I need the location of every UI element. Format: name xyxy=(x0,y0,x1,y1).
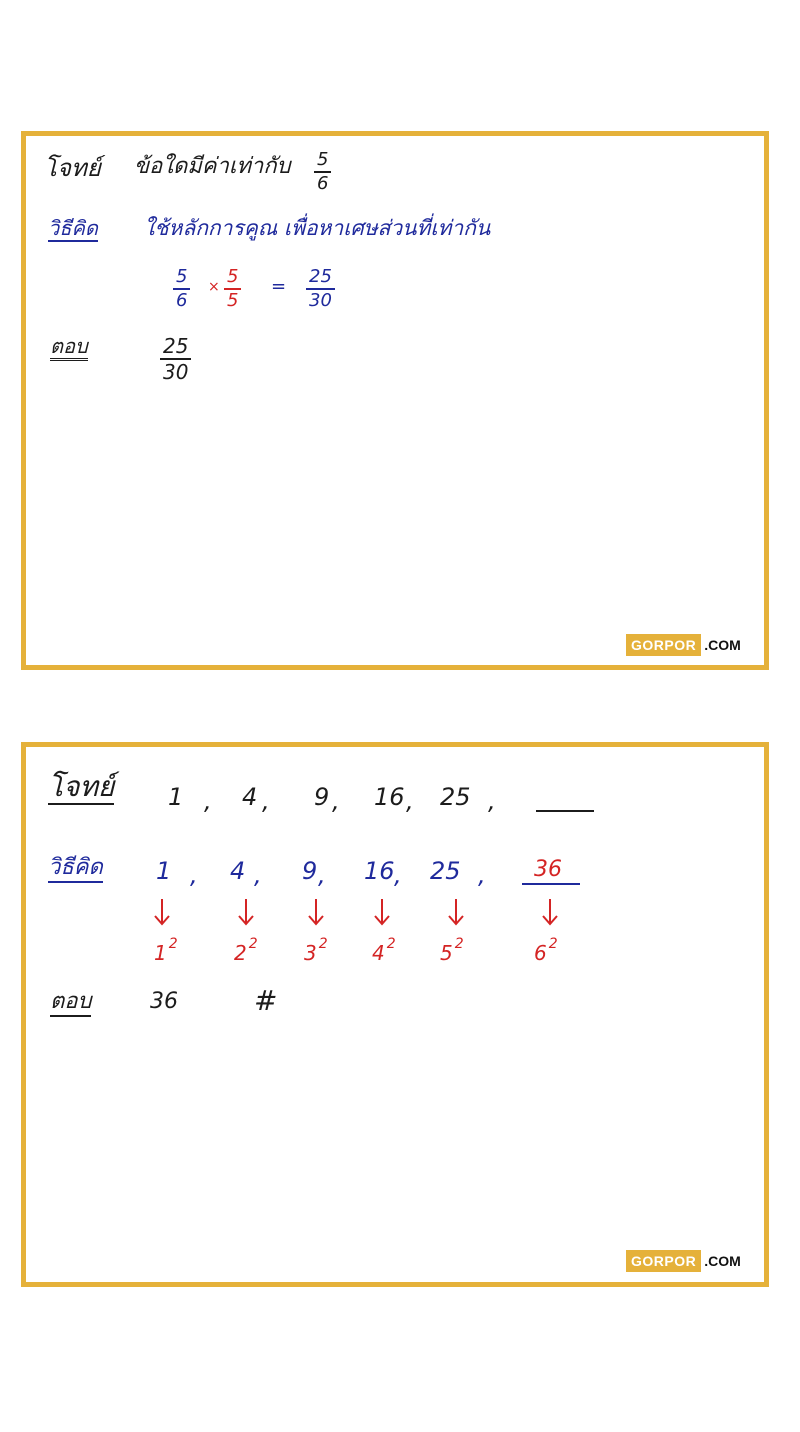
method-label: วิธีคิด xyxy=(48,857,103,883)
power-5: 5 $^2$ xyxy=(440,936,464,965)
equals-sign: = xyxy=(271,276,287,297)
sequence-term-3: 9 xyxy=(314,783,330,811)
method-term-2: 4 xyxy=(230,857,246,885)
down-arrow-icon xyxy=(446,897,466,927)
answer-label: ตอบ xyxy=(50,336,88,361)
method-comma: , xyxy=(190,861,198,889)
method-term-4: 16 xyxy=(364,857,395,885)
problem-label: โจทย์ xyxy=(48,770,115,803)
down-arrow-icon xyxy=(152,897,172,927)
equation-fraction-3: $\frac{25}{30}$ xyxy=(306,268,335,310)
sequence-term-4: 16 xyxy=(374,783,405,811)
problem-fraction: $\frac{5}{6}$ xyxy=(314,151,331,193)
answer-label: ตอบ xyxy=(50,991,91,1017)
equation-fraction-1: $\frac{5}{6}$ xyxy=(173,268,190,310)
down-arrow-icon xyxy=(540,897,560,927)
method-term-5: 25 xyxy=(430,857,461,885)
gorpor-logo: GORPOR .COM xyxy=(626,1250,744,1272)
whiteboard-card-1 xyxy=(21,131,769,670)
method-text: ใช้หลักการคูณ เพื่อหาเศษส่วนที่เท่ากัน xyxy=(144,216,491,240)
sequence-comma: , xyxy=(262,787,270,815)
power-3: 3 $^2$ xyxy=(304,936,328,965)
equation-fraction-2: $\frac{5}{5}$ xyxy=(224,268,241,310)
power-2: 2 $^2$ xyxy=(234,936,258,965)
gorpor-logo: GORPOR .COM xyxy=(626,634,744,656)
problem-text: ข้อใดมีค่าเท่ากับ xyxy=(134,154,291,179)
power-1: 1 $^2$ xyxy=(154,936,178,965)
whiteboard-card-2 xyxy=(21,742,769,1287)
down-arrow-icon xyxy=(236,897,256,927)
sequence-comma: , xyxy=(406,787,414,815)
end-mark: # xyxy=(254,984,278,1017)
sequence-term-5: 25 xyxy=(440,783,471,811)
down-arrow-icon xyxy=(306,897,326,927)
method-next-underline xyxy=(522,883,580,885)
answer-fraction: $\frac{25}{30}$ xyxy=(160,336,191,382)
method-comma: , xyxy=(254,861,262,889)
sequence-comma: , xyxy=(488,787,496,815)
sequence-comma: , xyxy=(204,787,212,815)
power-6: 6 $^2$ xyxy=(534,936,558,965)
method-term-1: 1 xyxy=(156,857,172,885)
answer-value: 36 xyxy=(150,989,178,1014)
sequence-comma: , xyxy=(332,787,340,815)
down-arrow-icon xyxy=(372,897,392,927)
power-4: 4 $^2$ xyxy=(372,936,396,965)
sequence-blank xyxy=(536,810,594,812)
problem-label: โจทย์ xyxy=(44,154,101,182)
method-next-term: 36 xyxy=(534,857,562,882)
sequence-term-2: 4 xyxy=(242,783,258,811)
method-term-3: 9 xyxy=(302,857,318,885)
method-comma: , xyxy=(318,861,326,889)
times-sign: × xyxy=(208,279,220,295)
method-label: วิธีคิด xyxy=(48,216,98,240)
method-comma: , xyxy=(394,861,402,889)
sequence-term-1: 1 xyxy=(168,783,184,811)
method-comma: , xyxy=(478,861,486,889)
